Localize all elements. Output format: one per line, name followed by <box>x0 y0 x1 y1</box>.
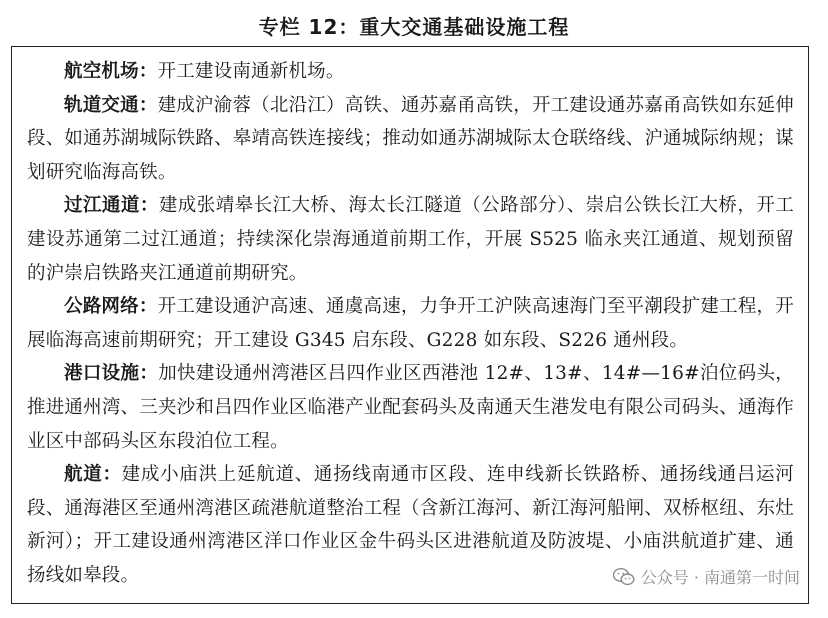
section-aviation <box>27 55 794 89</box>
section-highway <box>27 290 794 357</box>
section-rail <box>27 89 794 190</box>
section-waterway <box>27 458 794 592</box>
page-title: 专栏 12：重大交通基础设施工程 <box>258 15 570 39</box>
section-text: 建成沪渝蓉（北沿江）高铁、通苏嘉甬高铁，开工建设通苏嘉甬高铁如东延伸段、如通苏湖城际铁路、皋靖高铁连接线；推动如通苏湖城际太仓联络线、沪通城际纳规；谋划研究临海高铁。 <box>27 94 794 183</box>
section-text: 建成小庙洪上延航道、通扬线南通市区段、连申线新长铁路桥、通扬线通吕运河段、通海港区至通州湾港区疏港航道整治工程（含新江海河、新江海河船闸、双桥枢纽、东灶新河）；开工建设通州湾港区洋口作业区金牛码头区进港航道及防波堤、小庙洪航道扩建、通扬线如皋段。 <box>27 464 794 586</box>
section-text: 建成张靖皋长江大桥、海太长江隧道（公路部分）、崇启公铁长江大桥，开工建设苏通第二过江通道；持续深化崇海通道前期工作，开展 S525 临永夹江通道、规划预留的沪崇启铁路夹江通道前期研究。 <box>27 195 794 284</box>
watermark-text: 公众号 · 南通第一时间 <box>640 568 800 587</box>
section-label: 公路网络： <box>64 296 158 318</box>
section-label: 航道： <box>64 464 122 486</box>
section-river-crossing <box>27 189 794 290</box>
section-text: 开工建设南通新机场。 <box>157 61 345 82</box>
section-text: 开工建设通沪高速、通虞高速，力争开工沪陕高速海门至平潮段扩建工程，开展临海高速前期研究；开工建设 G345 启东段、G228 如东段、S226 通州段。 <box>27 296 794 351</box>
content-box <box>11 46 809 604</box>
section-port <box>27 357 794 458</box>
section-label: 港口设施： <box>64 363 159 385</box>
section-label: 过江通道： <box>64 195 159 217</box>
section-text: 加快建设通州湾港区吕四作业区西港池 12#、13#、14#—16#泊位码头，推进通州湾、三夹沙和吕四作业区临港产业配套码头及南通天生港发电有限公司码头、通海作业区中部码头区东段泊位工程。 <box>27 363 794 452</box>
section-label: 航空机场： <box>64 61 158 82</box>
section-label: 轨道交通： <box>64 94 158 116</box>
